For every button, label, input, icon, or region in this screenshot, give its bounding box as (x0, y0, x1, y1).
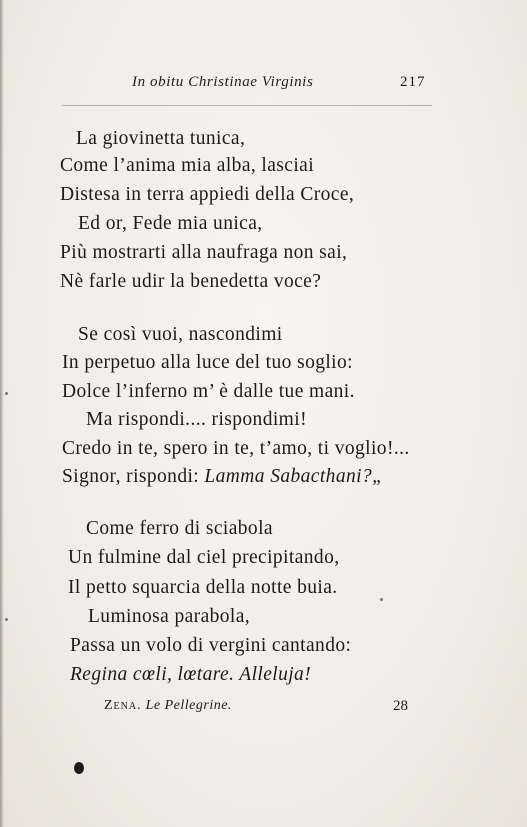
header-rule (62, 105, 432, 106)
signature-line (0, 698, 527, 718)
paper-speck (380, 598, 383, 601)
poem-line: Nè farle udir la benedetta voce? (60, 271, 322, 292)
poem-line: Regina cœli, lœtare. Alleluja! (70, 664, 312, 685)
signature-mark (104, 698, 232, 714)
poem-line-text: Signor, rispondi: (62, 466, 200, 487)
poem-line: Passa un volo di vergini cantando: (70, 635, 352, 656)
poem-line: Come l’anima mia alba, lasciai (60, 155, 315, 176)
poem-line: In perpetuo alla luce del tuo soglio: (62, 352, 353, 373)
poem-line: Dolce l’inferno m’ è dalle tue mani. (62, 381, 355, 402)
poem-line: Ed or, Fede mia unica, (78, 213, 263, 234)
poem-line: Luminosa parabola, (88, 606, 251, 627)
ink-spot (74, 762, 84, 774)
page-number: 217 (400, 74, 426, 90)
poem-line: Credo in te, spero in te, t’amo, ti voglio!... (62, 438, 410, 459)
poem-line-italic-quote: Lamma Sabacthani?„ (204, 466, 384, 487)
poem-line: Come ferro di sciabola (86, 518, 273, 539)
poem-line: La giovinetta tunica, (76, 128, 246, 149)
poem-line: Un fulmine dal ciel precipitando, (68, 547, 340, 568)
poem-line: Il petto squarcia della notte buia. (68, 577, 338, 598)
running-header (0, 74, 527, 96)
margin-speck (5, 618, 8, 621)
poem-line: Distesa in terra appiedi della Croce, (60, 184, 355, 205)
margin-speck (5, 392, 8, 395)
poem-line: Se così vuoi, nascondimi (78, 324, 283, 345)
poem-line (62, 466, 383, 488)
signature-author: Zena. (104, 698, 142, 713)
running-title: In obitu Christinae Virginis (132, 74, 314, 90)
signature-number: 28 (393, 698, 408, 714)
signature-book-title: Le Pellegrine. (145, 698, 232, 713)
poem-line: Ma rispondi.... rispondimi! (86, 409, 307, 430)
poem-line: Più mostrarti alla naufraga non sai, (60, 242, 348, 263)
